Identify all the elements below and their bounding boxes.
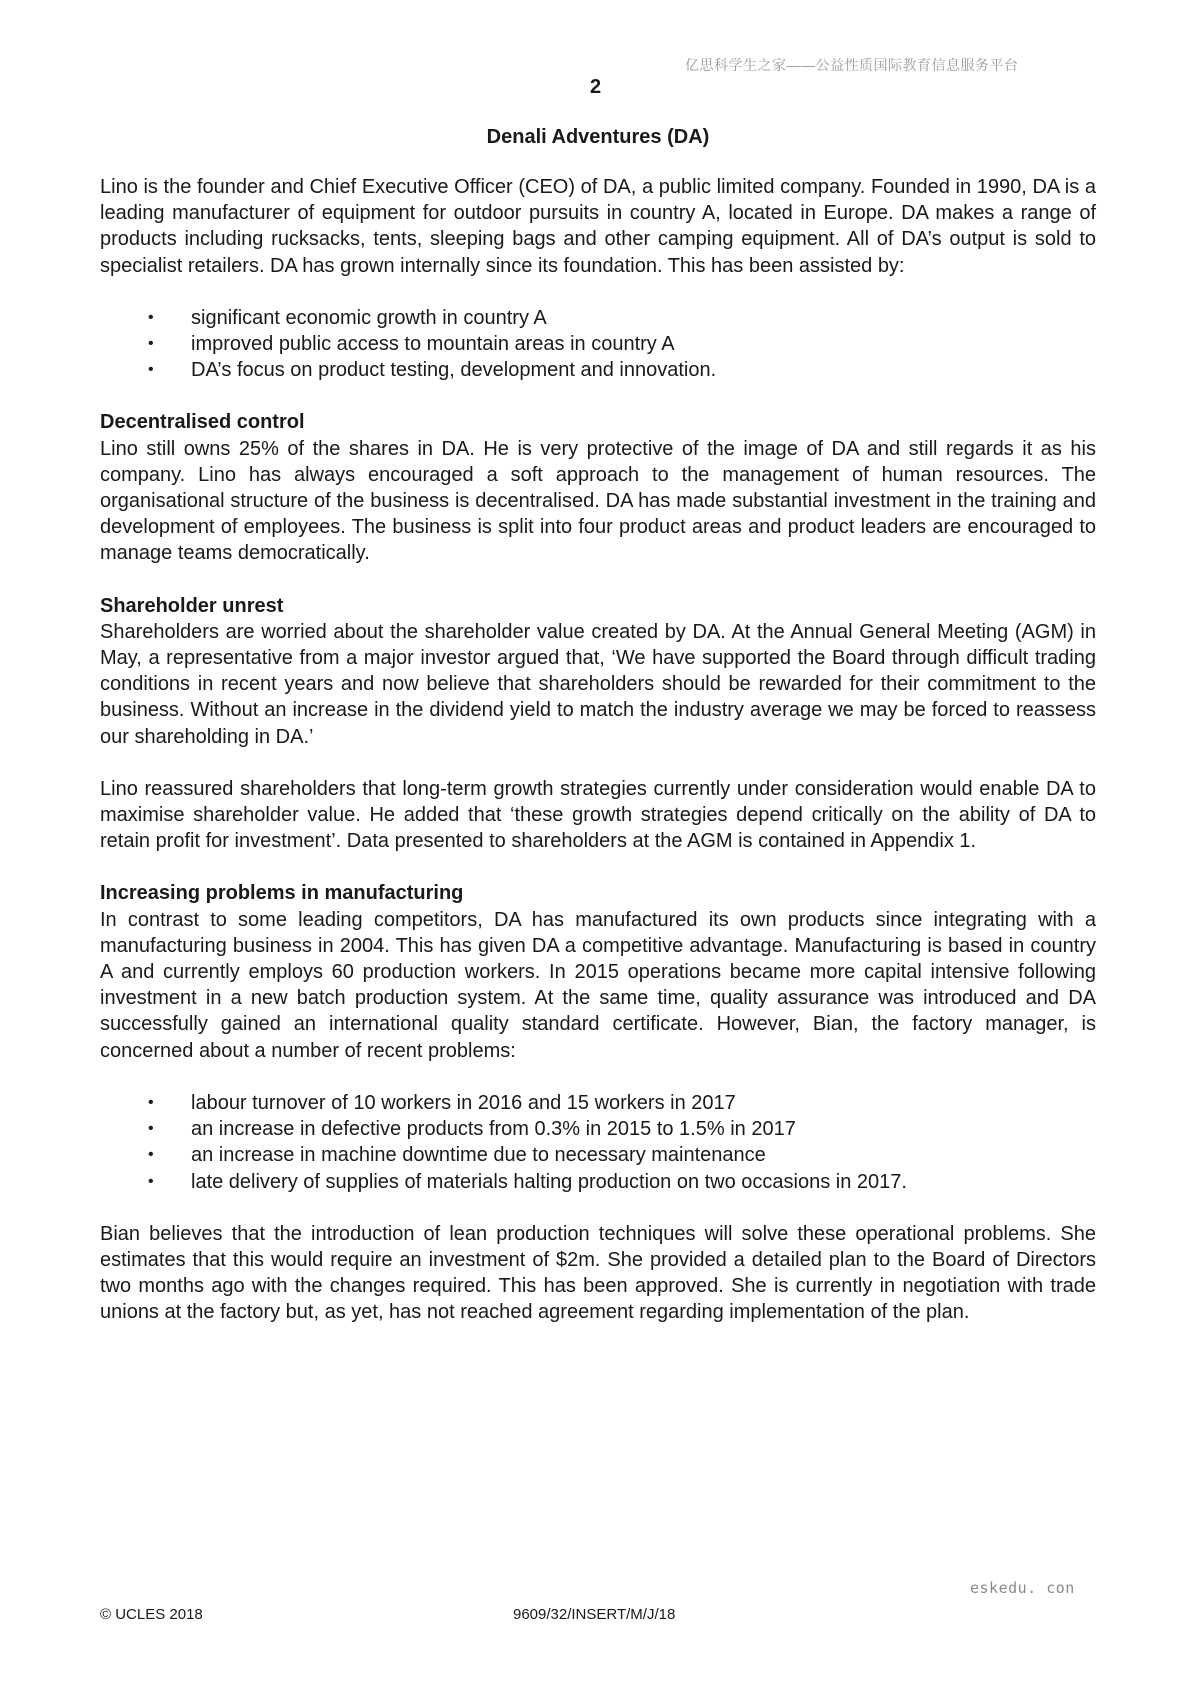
bullet-icon: • (148, 308, 154, 326)
bullet-icon: • (148, 1146, 154, 1164)
list-item (100, 331, 1096, 357)
intro-bullet-list (100, 305, 1096, 384)
bullet-icon: • (148, 361, 154, 379)
list-item (100, 305, 1096, 331)
list-item (100, 1169, 1096, 1195)
decentralised-control-paragraph: Lino still owns 25% of the shares in DA. He is very protective of the image of DA and still regards it as his company. Lino has always encouraged a soft approach to the management of human resources. The organisational structure of the business is decentralised. DA has made substantial investment in the training and development of employees. The business is split into four product areas and product leaders are encouraged to manage teams democratically. (100, 437, 1096, 565)
list-item-text: labour turnover of 10 workers in 2016 and 15 workers in 2017 (191, 1091, 736, 1114)
list-item (100, 1116, 1096, 1142)
footer-paper-code: 9609/32/INSERT/M/J/18 (513, 1606, 676, 1623)
intro-paragraph: Lino is the founder and Chief Executive Officer (CEO) of DA, a public limited company. Founded in 1990, DA is a leading manufacturer of equipment for outdoor pursuits in country A, located in Europe. DA makes a range of products including rucksacks, tents, sleeping bags and other camping equipment. All of DA’s output is sold to specialist retailers. DA has grown internally since its foundation. This has been assisted by: (100, 176, 1096, 277)
list-item-text: significant economic growth in country A (191, 306, 547, 329)
list-item (100, 357, 1096, 383)
bullet-icon: • (148, 1093, 154, 1111)
page-number: 2 (589, 76, 602, 98)
list-item (100, 1090, 1096, 1116)
spacer (100, 1064, 1096, 1090)
bullet-icon: • (148, 1172, 154, 1190)
bullet-icon: • (148, 335, 154, 353)
spacer (100, 750, 1096, 776)
spacer (100, 854, 1096, 880)
spacer (100, 279, 1096, 305)
list-item-text: an increase in defective products from 0.3% in 2015 to 1.5% in 2017 (191, 1118, 796, 1141)
list-item-text: improved public access to mountain areas in country A (191, 333, 675, 356)
spacer (100, 567, 1096, 593)
watermark-top: 亿思科学生之家——公益性质国际教育信息服务平台 (685, 57, 1019, 73)
manufacturing-paragraph: In contrast to some leading competitors, DA has manufactured its own products since integrating with a manufacturing business in 2004. This has given DA a competitive advantage. Manufacturing is based in country A and currently employs 60 production workers. In 2015 operations became more capital intensive following investment in a new batch production system. At the same time, quality assurance was introduced and DA successfully gained an international quality standard certificate. However, Bian, the factory manager, is concerned about a number of recent problems: (100, 908, 1096, 1062)
list-item-text: late delivery of supplies of materials halting production on two occasions in 2017. (191, 1170, 907, 1193)
document-body (100, 124, 1096, 1326)
shareholder-unrest-paragraph-1: Shareholders are worried about the shareholder value created by DA. At the Annual General Meeting (AGM) in May, a representative from a major investor argued that, ‘We have supported the Board through difficult trading conditions in recent years and now believe that shareholders should be rewarded for their commitment to the business. Without an increase in the dividend yield to match the industry average we may be forced to reassess our shareholding in DA.’ (100, 620, 1096, 748)
footer-copyright: © UCLES 2018 (100, 1606, 203, 1623)
list-item-text: an increase in machine downtime due to necessary maintenance (191, 1144, 766, 1167)
watermark-bottom: eskedu. con (970, 1579, 1075, 1597)
shareholder-unrest-paragraph-2: Lino reassured shareholders that long-term growth strategies currently under consideration would enable DA to maximise shareholder value. He added that ‘these growth strategies depend critically on the ability of DA to retain profit for investment’. Data presented to shareholders at the AGM is contained in Appendix 1. (100, 777, 1096, 853)
spacer (100, 1195, 1096, 1221)
list-item (100, 1142, 1096, 1168)
section-heading-manufacturing-problems: Increasing problems in manufacturing (100, 882, 464, 905)
document-title: Denali Adventures (DA) (486, 126, 710, 148)
manufacturing-closing-paragraph: Bian believes that the introduction of lean production techniques will solve these operational problems. She estimates that this would require an investment of $2m. She provided a detailed plan to the Board of Directors two months ago with the changes required. This has been approved. She is currently in negotiation with trade unions at the factory but, as yet, has not reached agreement regarding implementation of the plan. (100, 1222, 1096, 1324)
bullet-icon: • (148, 1120, 154, 1138)
manufacturing-bullet-list (100, 1090, 1096, 1195)
section-heading-shareholder-unrest: Shareholder unrest (100, 594, 284, 617)
list-item-text: DA’s focus on product testing, development and innovation. (191, 359, 717, 382)
section-heading-decentralised-control: Decentralised control (100, 411, 305, 434)
spacer (100, 383, 1096, 409)
